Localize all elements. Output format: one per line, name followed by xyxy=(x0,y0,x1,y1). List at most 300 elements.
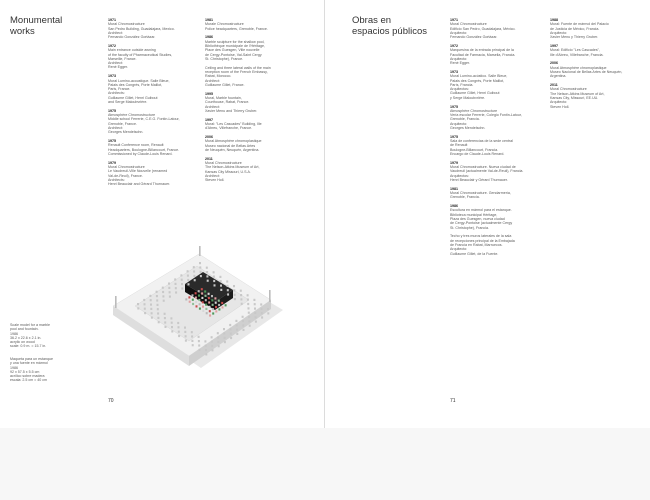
model-cube xyxy=(206,275,208,277)
entry-line: Xavier Menu y Thierry Gruber. xyxy=(550,35,599,40)
model-cube xyxy=(144,303,146,305)
exhibit-entry xyxy=(450,187,546,200)
entry-line: Mural Chromostructure. Gendarmería, xyxy=(450,191,511,196)
model-cube xyxy=(162,295,164,297)
entry-year: 1981 xyxy=(205,18,213,22)
left-column-b xyxy=(205,18,315,187)
caption-line: acrílico sobre madera xyxy=(10,374,45,379)
entry-year: 1975 xyxy=(450,134,458,139)
model-cube xyxy=(215,302,217,304)
model-cube xyxy=(195,297,197,299)
model-cube xyxy=(202,301,204,303)
model-cube xyxy=(208,297,210,299)
model-cube xyxy=(224,337,226,339)
caption-line: 92 x 57.5 x 5.5 cm xyxy=(10,369,40,374)
model-cube xyxy=(254,308,256,310)
model-cube xyxy=(157,304,159,306)
model-cube xyxy=(170,317,172,319)
entry-year: 1973 xyxy=(108,74,116,79)
exhibit-entry xyxy=(550,18,646,39)
entry-year: 1997 xyxy=(550,43,558,48)
background-strip xyxy=(0,428,650,500)
model-cube xyxy=(261,316,263,318)
entry-year: 1975 xyxy=(450,104,458,109)
entry-line: Guillaume Gillet, de la Fuente. xyxy=(450,251,499,256)
entry-line: Georges Mendelsohn. xyxy=(450,126,486,131)
caption-line: Maqueta para un estanque xyxy=(10,357,53,361)
entry-line: reception room of the French Embassy, xyxy=(205,69,268,74)
caption-line: 1986 xyxy=(10,365,18,370)
model-cube xyxy=(211,345,213,347)
model-cube xyxy=(227,285,229,287)
model-cube xyxy=(144,308,146,310)
scale-model-photo xyxy=(105,236,285,396)
model-cube xyxy=(247,294,249,296)
model-cube xyxy=(218,300,220,302)
model-cube xyxy=(204,340,206,342)
model-cube xyxy=(151,312,153,314)
model-cube xyxy=(198,290,200,292)
entry-line: Marseille, France. xyxy=(108,56,137,61)
model-cube xyxy=(218,308,220,310)
model-cube xyxy=(212,304,214,306)
model-cube xyxy=(242,320,244,322)
model-cube xyxy=(212,312,214,314)
model-cube xyxy=(194,279,196,281)
entry-line: Guillaume Gillet, France. xyxy=(205,82,245,87)
model-cube xyxy=(178,326,180,328)
model-cube xyxy=(199,262,201,264)
entry-year: 1972 xyxy=(450,43,458,48)
model-cube xyxy=(191,335,193,337)
entry-line: Mural Chromostructure xyxy=(108,22,145,27)
entry-line: Mural Chromostructure. Nueva ciudad de xyxy=(450,165,516,170)
model-cube xyxy=(165,326,167,328)
entry-year: 1973 xyxy=(450,69,458,74)
model-cube xyxy=(247,299,249,301)
model-cube xyxy=(209,314,211,316)
model-cube xyxy=(212,349,214,351)
model-cube xyxy=(158,321,160,323)
entry-line: Mural Chromostructure xyxy=(450,22,487,27)
model-cube xyxy=(168,283,170,285)
entry-line: Mural Atmosphère chromoplastique xyxy=(550,65,607,70)
entry-line: Mural: "Les Cascades" Building, Ille xyxy=(205,121,262,126)
right-column-a xyxy=(450,18,546,260)
model-cube xyxy=(199,308,201,310)
entry-line: Arquitecto: xyxy=(550,100,568,105)
entry-line: Techo y tres muros laterales de la sala xyxy=(450,234,512,239)
model-cube xyxy=(205,308,207,310)
entry-line: The Nelson-Atkins Museum of Art, xyxy=(205,165,260,170)
model-cube xyxy=(215,306,217,308)
entry-line: Murale Chromostructure xyxy=(205,22,244,27)
right-page-title: Obras en espacios públicos xyxy=(352,15,427,37)
model-cube xyxy=(218,345,220,347)
model-cube xyxy=(241,303,243,305)
entry-line: Architect: xyxy=(205,173,220,178)
entry-line: Kansas City Missouri, U.S.A. xyxy=(205,169,251,174)
model-cube xyxy=(202,306,204,308)
model-cube xyxy=(188,283,190,285)
entry-line: Mural Chromostructure xyxy=(108,165,145,170)
model-cube xyxy=(174,278,176,280)
entry-line: Architect: xyxy=(205,78,220,83)
model-post xyxy=(269,290,271,302)
model-cube xyxy=(211,341,213,343)
exhibit-entry xyxy=(205,18,315,31)
model-cube xyxy=(242,324,244,326)
entry-year: 1971 xyxy=(108,18,116,22)
entry-line: de recepciones principal de la Embajada xyxy=(450,238,515,243)
entry-line: Arquitecto: xyxy=(550,30,568,35)
model-cube xyxy=(191,340,193,342)
entry-line: Headquarters, Boulogne-Billancourt, France. xyxy=(108,147,180,152)
entry-line: Paris, France. xyxy=(108,87,131,92)
model-cube xyxy=(193,266,195,268)
model-cube xyxy=(187,275,189,277)
entry-line: Mural Lumino-acoustique. Salle Bleue, xyxy=(108,78,170,83)
entry-line: Fernando González Gortázar. xyxy=(450,35,498,40)
entry-line: St. Christophe), Francia. xyxy=(450,225,489,230)
model-cube xyxy=(217,341,219,343)
model-cube xyxy=(188,296,190,298)
model-cube xyxy=(214,284,216,286)
model-cube xyxy=(137,303,139,305)
model-cube xyxy=(189,301,191,303)
model-cube xyxy=(192,344,194,346)
exhibit-entry xyxy=(450,18,546,39)
model-cube xyxy=(171,322,173,324)
entry-line: de Francia en Rabat, Marruecos. xyxy=(450,243,503,248)
model-cube xyxy=(267,308,269,310)
model-cube xyxy=(240,290,242,292)
model-cube xyxy=(205,353,207,355)
model-cube xyxy=(201,292,203,294)
entry-line: Courthouse, Rabat, France. xyxy=(205,100,250,105)
entry-line: Main entrance outside awning xyxy=(108,48,156,53)
model-cube xyxy=(200,275,202,277)
entry-line: Ille d'Abreu, Villefranche, Francia. xyxy=(550,52,604,57)
model-cube xyxy=(226,280,228,282)
entry-line: Xavier Menu and Thierry Gruber. xyxy=(205,108,258,113)
model-cube xyxy=(224,341,226,343)
entry-line: René Egger. xyxy=(108,65,128,70)
entry-line: The Nelson-Atkins Museum of Art, xyxy=(550,91,605,96)
model-cube xyxy=(248,320,250,322)
model-cube xyxy=(254,312,256,314)
entry-line: Palais des Congrès, Porte Maillot, xyxy=(450,78,505,83)
model-cube xyxy=(187,279,189,281)
model-cube xyxy=(221,302,223,304)
model-cube xyxy=(180,274,182,276)
entry-line: Grenoble, Francia. xyxy=(450,117,480,122)
model-cube xyxy=(211,295,213,297)
model-cube xyxy=(230,328,232,330)
entry-line: Edificio San Pedro, Guadalajara, México. xyxy=(450,26,516,31)
left-page-title: Monumental works xyxy=(10,15,63,37)
entry-line: Renault Conference room, Renault xyxy=(108,143,164,148)
model-cube xyxy=(198,299,200,301)
model-cube xyxy=(201,288,203,290)
exhibit-entry xyxy=(450,234,546,255)
model-cube xyxy=(199,303,201,305)
model-cube xyxy=(205,345,207,347)
model-cube xyxy=(196,305,198,307)
entry-line: Val-de-Reuil), France. xyxy=(108,173,143,178)
entry-year: 1975 xyxy=(108,108,116,113)
entry-year: 1971 xyxy=(450,18,458,22)
entry-line: Henri Beauclair and Gérard Thurnauer. xyxy=(108,182,171,187)
exhibit-entry xyxy=(108,109,200,135)
entry-line: de Renault xyxy=(450,143,468,148)
model-cube xyxy=(185,340,187,342)
model-cube xyxy=(235,320,237,322)
exhibit-entry xyxy=(205,118,315,131)
caption-line: escala: 2.5 cm = 40 cm xyxy=(10,378,48,383)
model-cube xyxy=(215,310,217,312)
entry-line: Grenoble, France. xyxy=(108,121,137,126)
model-post xyxy=(199,246,201,256)
caption-english xyxy=(10,323,70,349)
model-cube xyxy=(202,310,204,312)
model-cube xyxy=(220,289,222,291)
model-post xyxy=(115,296,117,308)
model-cube xyxy=(178,331,180,333)
entry-line: Palais des Congrès, Porte Maillot, xyxy=(108,82,163,87)
entry-line: René Egger. xyxy=(450,61,470,66)
model-cube xyxy=(248,307,250,309)
exhibit-entry xyxy=(450,44,546,65)
model-cube xyxy=(181,287,183,289)
model-cube xyxy=(267,312,269,314)
entry-line: Guillaume Gillet, Henri Guibout xyxy=(450,91,500,96)
right-page-number: 71 xyxy=(450,398,456,404)
exhibit-entry xyxy=(550,61,646,78)
entry-year: 2006 xyxy=(205,135,213,140)
model-cube xyxy=(248,312,250,314)
model-cube xyxy=(193,270,195,272)
model-cube xyxy=(198,340,200,342)
exhibit-entry xyxy=(205,66,315,87)
entry-year: 1972 xyxy=(108,43,116,48)
model-cube xyxy=(164,317,166,319)
model-cube xyxy=(181,283,183,285)
model-cube xyxy=(260,303,262,305)
entry-line: Mural: Edificio "Les Cascades", xyxy=(550,48,600,53)
entry-line: Mural Atmosphère chromoplastique xyxy=(205,139,262,144)
model-cube xyxy=(193,275,195,277)
entry-line: and Serge Maloubvrière. xyxy=(108,100,148,105)
exhibit-entry xyxy=(108,161,200,187)
entry-year: 1979 xyxy=(108,160,116,165)
caption-line: 1986 xyxy=(10,331,18,336)
entry-line: Steven Holl. xyxy=(205,178,225,183)
model-cube xyxy=(211,299,213,301)
model-cube xyxy=(157,308,159,310)
entry-line: Vería escolar Ferrerie, Colegio Fontin-Latour, xyxy=(450,113,522,118)
left-page-number: 70 xyxy=(108,398,114,404)
caption-line: y una fuente en mármol xyxy=(10,361,48,366)
model-cube xyxy=(156,299,158,301)
model-cube xyxy=(144,312,146,314)
model-cube xyxy=(218,304,220,306)
model-cube xyxy=(217,336,219,338)
exhibit-entry xyxy=(108,18,200,39)
model-cube xyxy=(213,280,215,282)
model-cube xyxy=(185,335,187,337)
entry-line: St. Christophe), France. xyxy=(205,56,244,61)
model-cube xyxy=(192,294,194,296)
exhibit-entry xyxy=(550,83,646,109)
model-cube xyxy=(137,307,139,309)
model-cube xyxy=(162,291,164,293)
model-cube xyxy=(225,304,227,306)
model-cube xyxy=(261,312,263,314)
page-gutter xyxy=(324,0,325,428)
entry-line: Museo nacional de Bellas Artes xyxy=(205,143,256,148)
model-cube xyxy=(171,330,173,332)
entry-line: Ceiling and three lateral walls of the main xyxy=(205,65,271,70)
entry-line: Architect: xyxy=(205,104,220,109)
entry-line: Arquitecto: xyxy=(450,56,468,61)
model-cube xyxy=(162,287,164,289)
entry-line: Guillaume Gillet, Henri Guibout xyxy=(108,95,158,100)
model-cube xyxy=(150,299,152,301)
model-cube xyxy=(211,336,213,338)
entry-line: Steven Holl. xyxy=(550,104,570,109)
model-cube xyxy=(207,280,209,282)
entry-line: Bibliothèque municipale de l'Héritage, xyxy=(205,43,266,48)
exhibit-entry xyxy=(205,135,315,152)
model-cube xyxy=(217,332,219,334)
model-cube xyxy=(200,271,202,273)
model-cube xyxy=(198,336,200,338)
exhibit-entry xyxy=(450,204,546,230)
entry-year: 2006 xyxy=(550,61,558,66)
model-cube xyxy=(236,329,238,331)
model-cube xyxy=(253,299,255,301)
entry-year: 2011 xyxy=(550,83,558,88)
model-cube xyxy=(204,290,206,292)
model-cube xyxy=(185,298,187,300)
entry-line: Arquitecto: xyxy=(450,247,468,252)
model-cube xyxy=(234,298,236,300)
model-cube xyxy=(199,349,201,351)
model-cube xyxy=(157,317,159,319)
model-cube xyxy=(255,316,257,318)
model-cube xyxy=(236,324,238,326)
model-cube xyxy=(249,325,251,327)
model-cube xyxy=(227,289,229,291)
entry-line: Marble sculpture for the shallow pool, xyxy=(205,39,265,44)
model-cube xyxy=(163,300,165,302)
entry-line: Grenoble, Francia. xyxy=(450,195,480,200)
entry-line: Escultura en mármol para el estanque. xyxy=(450,208,512,213)
entry-line: Police headquarters, Grenoble, France. xyxy=(205,26,268,31)
model-cube xyxy=(175,291,177,293)
entry-line: Middle school Ferrerie, C.E.G. Fontin-Latour, xyxy=(108,117,180,122)
entry-line: Architect: xyxy=(108,126,123,131)
model-cube xyxy=(223,332,225,334)
entry-line: of the faculty of Pharmaceutical Studies, xyxy=(108,52,173,57)
exhibit-entry xyxy=(205,157,315,183)
entry-line: Facultad de Farmacia, Marsella, Francia. xyxy=(450,52,516,57)
model-cube xyxy=(198,344,200,346)
caption-line: acrylic on wood xyxy=(10,340,35,345)
model-cube xyxy=(255,321,257,323)
model-cube xyxy=(234,294,236,296)
entry-line: Arquitecto: xyxy=(450,121,468,126)
entry-line: Arquitectos: xyxy=(450,173,469,178)
model-cube xyxy=(164,313,166,315)
model-cube xyxy=(213,271,215,273)
model-cube xyxy=(240,298,242,300)
model-cube xyxy=(219,276,221,278)
model-cube xyxy=(149,295,151,297)
exhibit-entry xyxy=(205,35,315,61)
model-cube xyxy=(206,267,208,269)
entry-line: Architect: xyxy=(108,61,123,66)
entry-year: 2011 xyxy=(205,156,213,161)
model-cube xyxy=(205,349,207,351)
entry-line: Mural, Marble fountain, xyxy=(205,95,242,100)
model-cube xyxy=(254,303,256,305)
entry-year: 1986 xyxy=(450,204,458,209)
model-cube xyxy=(151,317,153,319)
model-cube xyxy=(220,280,222,282)
exhibit-entry xyxy=(205,92,315,113)
entry-line: Mural Lumino-acústico. Salle Bleue, xyxy=(450,74,508,79)
model-cube xyxy=(208,301,210,303)
entry-year: 1979 xyxy=(450,160,458,165)
model-cube xyxy=(187,270,189,272)
entry-line: Mural Chromostructure xyxy=(205,161,242,166)
entry-year: 1981 xyxy=(450,186,458,191)
model-cube xyxy=(175,287,177,289)
model-cube xyxy=(214,297,216,299)
caption-line: scale: 0.9 m. = 15.7 in. xyxy=(10,344,47,349)
model-cube xyxy=(191,331,193,333)
model-cube xyxy=(169,296,171,298)
model-cube xyxy=(150,304,152,306)
model-cube xyxy=(168,287,170,289)
model-cube xyxy=(248,316,250,318)
model-cube xyxy=(184,331,186,333)
entry-line: Museo Nacional de Bellas Artes de Neuquén, xyxy=(550,69,623,74)
model-cube xyxy=(171,326,173,328)
model-cube xyxy=(192,303,194,305)
model-cube xyxy=(223,328,225,330)
right-column-b xyxy=(550,18,646,113)
model-cube xyxy=(205,304,207,306)
model-cube xyxy=(169,291,171,293)
entry-line: Place des Guesgen, Ville nouvelle xyxy=(205,48,260,53)
model-cube xyxy=(177,322,179,324)
entry-line: Encargo de Claude-Louis Renard. xyxy=(450,152,505,157)
entry-line: Architect: xyxy=(108,30,123,35)
model-cube xyxy=(175,283,177,285)
entry-year: 1995 xyxy=(205,91,213,96)
entry-year: 1975 xyxy=(108,139,116,144)
model-cube xyxy=(209,310,211,312)
model-cube xyxy=(220,285,222,287)
entry-line: Atmosphère Chromostructure xyxy=(108,113,156,118)
entry-line: Argentina. xyxy=(550,74,567,79)
model-cube xyxy=(206,312,208,314)
entry-line: Architects: xyxy=(108,178,125,182)
model-cube xyxy=(181,279,183,281)
